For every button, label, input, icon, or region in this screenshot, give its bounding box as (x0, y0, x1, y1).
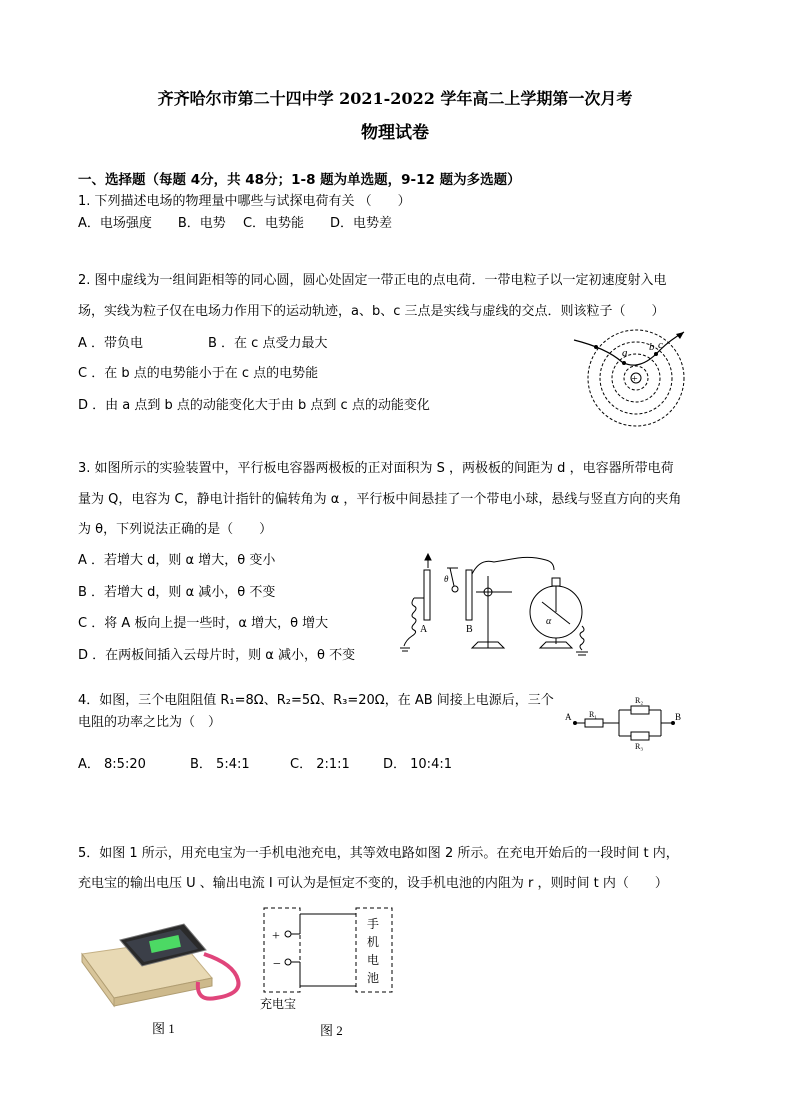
q4-resistor-r2 (631, 706, 649, 714)
q4-resistor-r1 (585, 719, 603, 727)
q3-option-b: B ．若增大 d，则 α 减小，θ 不变 (78, 585, 276, 600)
q2-stem-line2: 场，实线为粒子仅在电场力作用下的运动轨迹，a、b、c 三点是实线与虚线的交点．则该粒子（ ） (78, 304, 665, 319)
document-subtitle: 物理试卷 (361, 123, 429, 143)
q3-label-alpha: α (546, 616, 552, 627)
q5-powerbank-box (264, 908, 300, 992)
q5-figure-1-label: 图 1 (152, 1021, 175, 1036)
q3-label-theta: θ (444, 574, 449, 584)
q5-stem-line2: 充电宝的输出电压 U 、输出电流 I 可认为是恒定不变的，设手机电池的内阻为 r ，则时间 t 内（ ） (78, 876, 668, 891)
q1-options: A．电场强度 B．电势 C．电势能 D．电势差 (78, 216, 393, 231)
q2-point-b (622, 361, 626, 365)
q2-option-a: A ．带负电 (78, 336, 144, 351)
q4-option-c: C． 2:1:1 (290, 757, 350, 772)
q4-resistor-r3 (631, 732, 649, 740)
q5-figure-1-powerbank (80, 914, 248, 1018)
q3-spring-electrometer (580, 626, 584, 650)
q5-minus-terminal: − (273, 957, 281, 972)
q2-point-a (594, 345, 598, 349)
q3-stem-line1: 3. 如图所示的实验装置中，平行板电容器两极板的正对面积为 S ，两极板的间距为 d ，电容器所带电荷 (78, 461, 674, 476)
q5-plus-terminal: + (272, 929, 280, 944)
q5-phone-label-2: 机 (367, 935, 380, 949)
q2-plus-sign: + (631, 373, 638, 385)
q4-stem-line1: 4．如图，三个电阻阻值 R₁=8Ω、R₂=5Ω、R₃=20Ω，在 AB 间接上电源后，三个 (78, 693, 554, 708)
q4-label-r2: R₂ (635, 696, 644, 705)
q3-label-b: B (466, 624, 473, 635)
document-title: 齐齐哈尔市第二十四中学 2021-2022 学年高二上学期第一次月考 (157, 89, 633, 108)
q3-option-a: A ．若增大 d，则 α 增大，θ 变小 (78, 553, 276, 568)
q2-field-figure (566, 328, 706, 432)
q2-arrow (676, 332, 684, 339)
q5-figure-2-label: 图 2 (320, 1023, 343, 1038)
q4-option-b: B． 5:4:1 (190, 757, 250, 772)
q3-suspension-thread (450, 568, 454, 586)
q5-phone-label-4: 池 (367, 971, 380, 985)
q4-label-r1: R₁ (589, 710, 598, 719)
q3-label-a: A (420, 624, 428, 635)
q2-point-c (654, 352, 658, 356)
q4-option-a: A． 8:5:20 (78, 757, 146, 772)
q5-phone-label-3: 电 (367, 953, 380, 967)
q4-stem-line2: 电阻的功率之比为（ ） (78, 715, 222, 730)
q3-coil-wire (472, 557, 554, 574)
q3-stem-line2: 量为 Q，电容为 C，静电计指针的偏转角为 α ，平行板中间悬挂了一个带电小球，悬线与竖直方向的夹角 (78, 492, 682, 507)
q3-stem-line3: 为 θ，下列说法正确的是（ ） (78, 522, 273, 537)
q4-circuit-figure (563, 693, 693, 751)
q2-option-d: D ．由 a 点到 b 点的动能变化大于由 b 点到 c 点的动能变化 (78, 398, 430, 413)
q3-plate-b (466, 570, 472, 620)
q2-label-a: a (622, 347, 628, 359)
q2-label-b: b (649, 341, 655, 353)
q2-label-c: c (658, 339, 663, 351)
q3-option-c: C ．将 A 板向上提一些时，α 增大，θ 增大 (78, 616, 329, 631)
q4-option-d: D． 10:4:1 (383, 757, 452, 772)
q3-spring-a (404, 598, 416, 646)
section-heading: 一、选择题（每题 4分，共 48分；1-8 题为单选题，9-12 题为多选题） (78, 172, 521, 188)
q3-plate-a (424, 570, 430, 620)
q2-stem-line1: 2. 图中虚线为一组间距相等的同心圆，圆心处固定一带正电的点电荷．一带电粒子以一定初速度射入电 (78, 273, 667, 288)
q5-phone-label-1: 手 (367, 917, 380, 931)
q2-option-c: C ．在 b 点的电势能小于在 c 点的电势能 (78, 366, 319, 381)
q4-label-b: B (675, 712, 682, 722)
q5-stem-line1: 5．如图 1 所示，用充电宝为一手机电池充电，其等效电路如图 2 所示。在充电开始后的一段时间 t 内， (78, 846, 679, 861)
q3-charged-ball (452, 586, 458, 592)
q3-option-d: D ．在两板间插入云母片时，则 α 减小，θ 不变 (78, 648, 356, 663)
q5-figure-2-circuit (258, 904, 398, 1012)
q2-option-b: B ．在 c 点受力最大 (208, 336, 328, 351)
q4-label-a: A (565, 712, 572, 722)
q5-powerbank-label: 充电宝 (260, 997, 297, 1011)
q4-label-r3: R₃ (635, 742, 644, 751)
q1-stem: 1. 下列描述电场的物理量中哪些与试探电荷有关 （ ） (78, 194, 411, 209)
q3-apparatus-figure (392, 552, 612, 662)
